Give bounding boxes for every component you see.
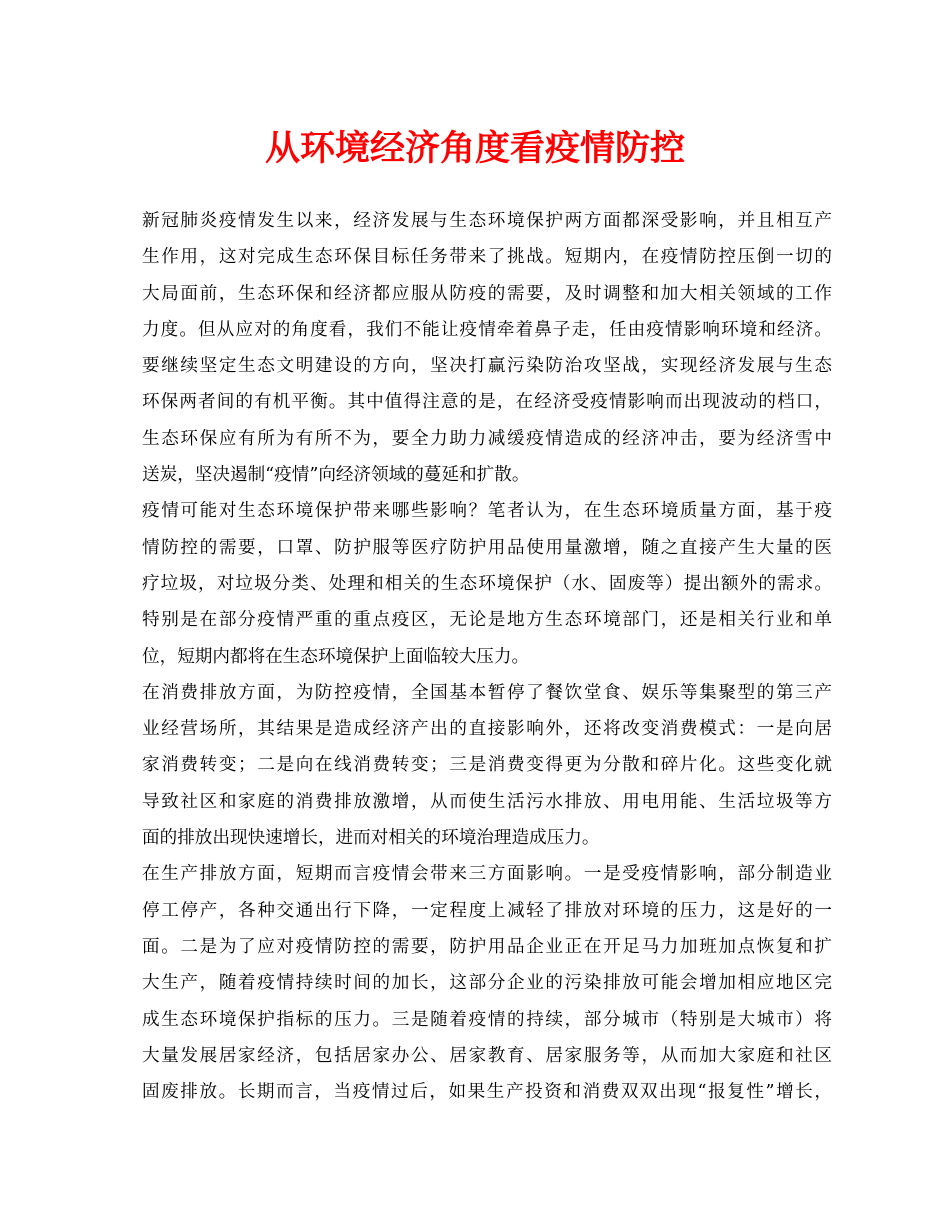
body-line: 要继续坚定生态文明建设的方向，坚决打赢污染防治攻坚战，实现经济发展与生态 [142,356,832,377]
body-line: 情防控的需要，口罩、防护服等医疗防护用品使用量激增，随之直接产生大量的医 [142,537,832,558]
body-line: 环保两者间的有机平衡。其中值得注意的是，在经济受疫情影响而出现波动的档口， [142,392,832,413]
body-line: 在消费排放方面，为防控疫情，全国基本暂停了餐饮堂食、娱乐等集聚型的第三产 [142,682,832,703]
body-line: 在生产排放方面，短期而言疫情会带来三方面影响。一是受疫情影响，部分制造业 [142,864,832,885]
body-line: 家消费转变；二是向在线消费转变；三是消费变得更为分散和碎片化。这些变化就 [142,755,832,776]
body-line: 新冠肺炎疫情发生以来，经济发展与生态环境保护两方面都深受影响，并且相互产 [142,211,832,231]
body-line: 特别是在部分疫情严重的重点疫区，无论是地方生态环境部门，还是相关行业和单 [142,610,832,631]
body-line: 位，短期内都将在生态环境保护上面临较大压力。 [142,646,530,667]
body-line: 生作用，这对完成生态环保目标任务带来了挑战。短期内，在疫情防控压倒一切的 [142,247,832,268]
body-line: 生态环保应有所为有所不为，要全力助力减缓疫情造成的经济冲击，要为经济雪中 [142,428,832,449]
document-title: 从环境经济角度看疫情防控 [264,128,685,169]
body-line: 面的排放出现快速增长，进而对相关的环境治理造成压力。 [142,828,600,849]
body-line: 固废排放。长期而言，当疫情过后，如果生产投资和消费双双出现“报复性”增长， [142,1082,832,1103]
body-line: 送炭，坚决遏制“疫情”向经济领域的蔓延和扩散。 [142,465,530,486]
body-line: 业经营场所，其结果是造成经济产出的直接影响外，还将改变消费模式：一是向居 [142,719,832,740]
body-line: 成生态环境保护指标的压力。三是随着疫情的持续，部分城市（特别是大城市）将 [142,1009,832,1030]
document-body [142,203,832,1110]
body-line: 大量发展居家经济，包括居家办公、居家教育、居家服务等，从而加大家庭和社区 [142,1045,832,1066]
body-line: 停工停产，各种交通出行下降，一定程度上减轻了排放对环境的压力，这是好的一 [142,900,832,921]
body-line: 疗垃圾，对垃圾分类、处理和相关的生态环境保护（水、固废等）提出额外的需求。 [142,573,832,594]
body-line: 大局面前，生态环保和经济都应服从防疫的需要，及时调整和加大相关领域的工作 [142,283,832,304]
body-line: 力度。但从应对的角度看，我们不能让疫情牵着鼻子走，任由疫情影响环境和经济。 [142,319,832,340]
body-line: 导致社区和家庭的消费排放激增，从而使生活污水排放、用电用能、生活垃圾等方 [142,791,832,812]
body-line: 疫情可能对生态环境保护带来哪些影响？笔者认为，在生态环境质量方面，基于疫 [142,501,832,522]
body-line: 大生产，随着疫情持续时间的加长，这部分企业的污染排放可能会增加相应地区完 [142,973,832,994]
body-line: 面。二是为了应对疫情防控的需要，防护用品企业正在开足马力加班加点恢复和扩 [142,936,832,957]
